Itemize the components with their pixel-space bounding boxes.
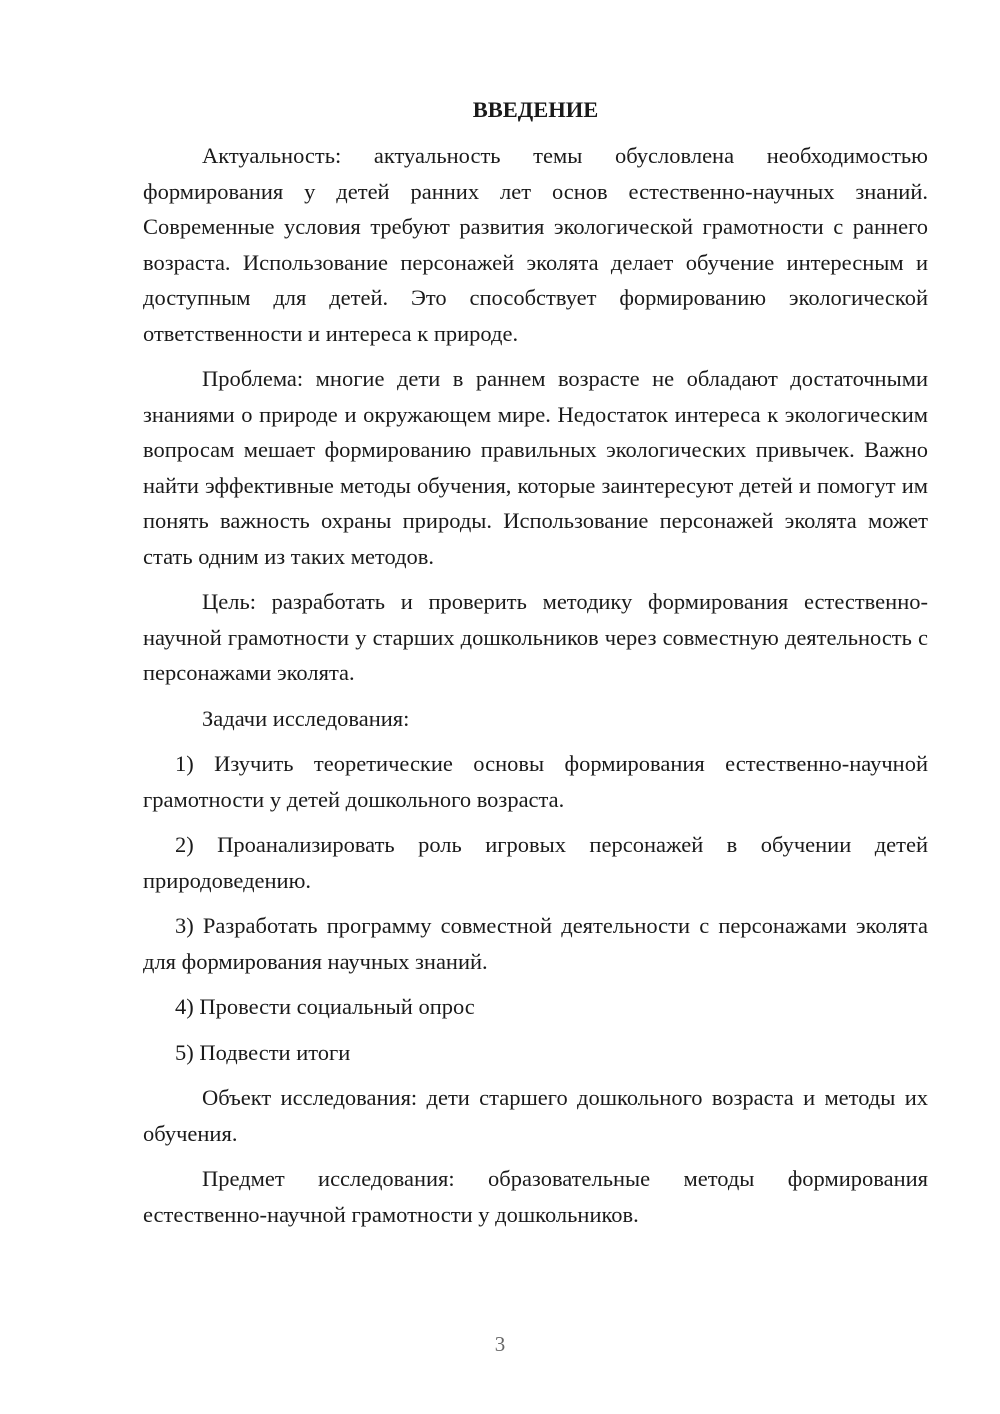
task-item-5: 5) Подвести итоги — [175, 1039, 351, 1065]
paragraph-subject: Предмет исследования: образовательные методы формирования естественно-научной грамотности у дошкольников. — [143, 1166, 928, 1227]
paragraph-goal: Цель: разработать и проверить методику формирования естественно-научной грамотности у старших дошкольников через совместную деятельность с персонажами эколята. — [143, 589, 928, 685]
task-item-1: 1) Изучить теоретические основы формирования естественно-научной грамотности у детей дошкольного возраста. — [143, 751, 928, 812]
paragraph-relevance: Актуальность: актуальность темы обусловлена необходимостью формирования у детей ранних лет основ естественно-научных знаний. Современные условия требуют развития экологической грамотности с раннего возраста. Использование персонажей эколята делает обучение интересным и доступным для детей. Это способствует формированию экологической ответственности и интереса к природе. — [143, 143, 928, 346]
page-number: 3 — [494, 1332, 506, 1356]
page-title: ВВЕДЕНИЕ — [472, 97, 599, 122]
tasks-heading: Задачи исследования: — [202, 705, 410, 731]
task-item-3: 3) Разработать программу совместной деятельности с персонажами эколята для формирования научных знаний. — [143, 913, 928, 974]
task-item-2: 2) Проанализировать роль игровых персонажей в обучении детей природоведению. — [143, 832, 928, 893]
document-page — [143, 93, 928, 1242]
paragraph-problem: Проблема: многие дети в раннем возрасте не обладают достаточными знаниями о природе и окружающем мире. Недостаток интереса к экологическим вопросам мешает формированию правильных экологических привычек. Важно найти эффективные методы обучения, которые заинтересуют детей и помогут им понять важность охраны природы. Использование персонажей эколята может стать одним из таких методов. — [143, 366, 928, 569]
task-item-4: 4) Провести социальный опрос — [175, 994, 475, 1019]
paragraph-object: Объект исследования: дети старшего дошкольного возраста и методы их обучения. — [143, 1085, 928, 1146]
